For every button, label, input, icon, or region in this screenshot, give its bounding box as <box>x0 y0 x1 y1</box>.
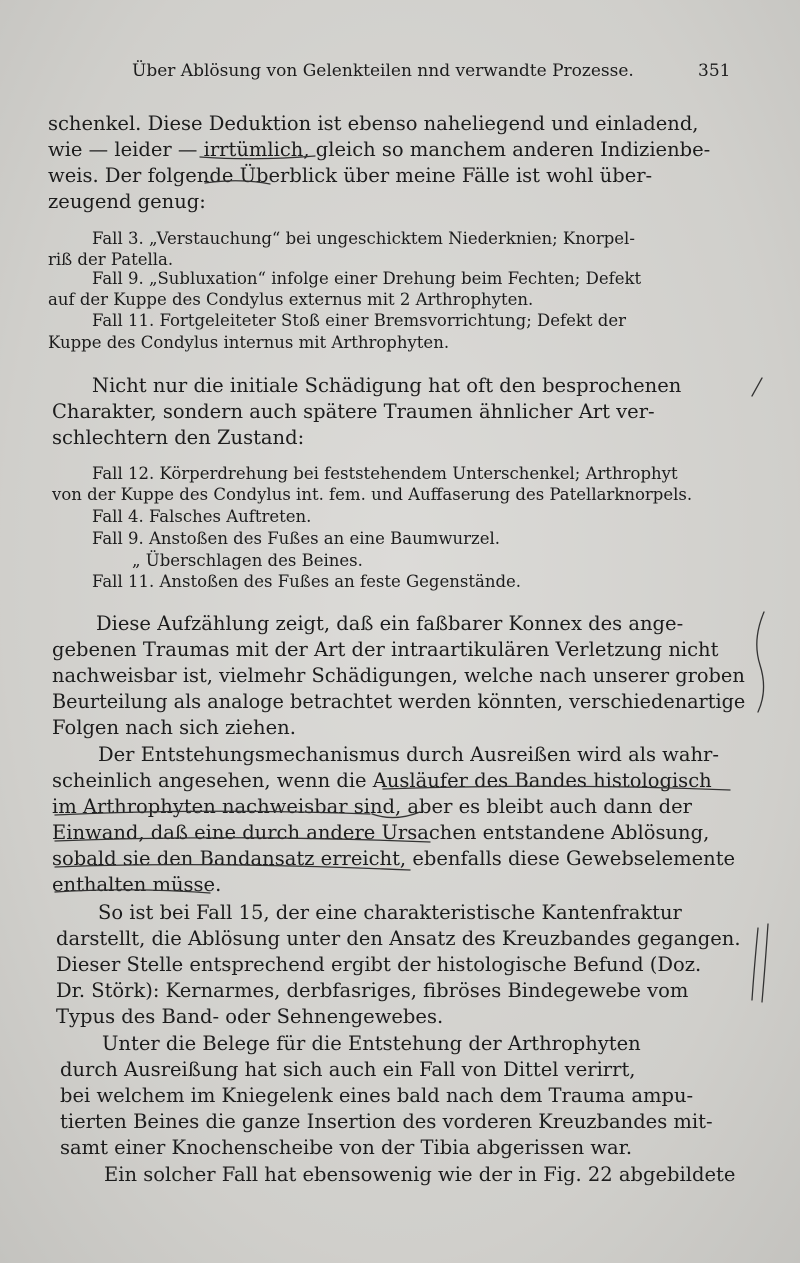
text-line: Nicht nur die initiale Schädigung hat oft den besprochenen <box>92 374 682 397</box>
text-line: Einwand, daß eine durch andere Ursachen entstandene Ablösung, <box>52 821 710 844</box>
text-line: samt einer Knochenscheibe von der Tibia abgerissen war. <box>60 1136 633 1159</box>
underline-mark <box>55 811 370 815</box>
underline-mark <box>55 865 410 870</box>
underline-mark <box>55 890 210 893</box>
text-line: zeugend genug: <box>48 190 206 213</box>
running-title: Über Ablösung von Gelenkteilen nnd verwandte Prozesse. <box>132 61 634 81</box>
text-line: Ein solcher Fall hat ebensowenig wie der in Fig. 22 abgebildete <box>104 1163 736 1186</box>
case-line: Fall 12. Körperdrehung bei feststehendem Unterschenkel; Arthrophyt <box>92 464 678 483</box>
text-line: durch Ausreißung hat sich auch ein Fall von Dittel verirrt, <box>60 1058 636 1081</box>
page-number: 351 <box>698 61 731 81</box>
text-line: nachweisbar ist, vielmehr Schädigungen, welche nach unserer groben <box>52 664 745 687</box>
case-line: Fall 3. „Verstauchung“ bei ungeschicktem Niederknien; Knorpel- <box>92 229 635 248</box>
text-line: bei welchem im Kniegelenk eines bald nach dem Trauma ampu- <box>60 1084 694 1107</box>
text-line: So ist bei Fall 15, der eine charakteristische Kantenfraktur <box>98 901 682 924</box>
text-line: Diese Aufzählung zeigt, daß ein faßbarer Konnex des ange- <box>96 612 684 635</box>
case-line: Kuppe des Condylus internus mit Arthrophyten. <box>48 333 450 352</box>
case-line: auf der Kuppe des Condylus externus mit 2 Arthrophyten. <box>48 290 534 309</box>
case-line: riß der Patella. <box>48 250 174 269</box>
case-line: Fall 11. Anstoßen des Fußes an feste Gegenstände. <box>92 572 522 591</box>
text-line: weis. Der folgende Überblick über meine Fälle ist wohl über- <box>48 164 653 187</box>
text-line: im Arthrophyten nachweisbar sind, aber es bleibt auch dann der <box>52 795 692 818</box>
bracket-mark <box>757 612 764 712</box>
text-line: schenkel. Diese Deduktion ist ebenso naheliegend und einladend, <box>48 112 699 135</box>
underline-mark <box>372 812 420 818</box>
case-line: Fall 4. Falsches Auftreten. <box>92 507 312 526</box>
case-line: von der Kuppe des Condylus int. fem. und Auffaserung des Patellarknorpels. <box>52 485 693 504</box>
text-line: Beurteilung als analoge betrachtet werden könnten, verschiedenartige <box>52 690 746 713</box>
text-line: Dieser Stelle entsprechend ergibt der histologische Befund (Doz. <box>56 953 702 976</box>
underline-mark <box>205 181 270 184</box>
text-line: darstellt, die Ablösung unter den Ansatz des Kreuzbandes gegangen. <box>56 927 741 950</box>
text-line: Folgen nach sich ziehen. <box>52 716 296 739</box>
underline-mark <box>383 786 730 790</box>
text-line: Typus des Band- oder Sehnengewebes. <box>56 1005 444 1028</box>
text-line: Dr. Störk): Kernarmes, derbfasriges, fibröses Bindegewebe vom <box>56 979 689 1002</box>
margin-line-mark <box>752 928 758 1000</box>
text-line: sobald sie den Bandansatz erreicht, ebenfalls diese Gewebselemente <box>52 847 736 870</box>
case-line: Fall 9. Anstoßen des Fußes an eine Baumwurzel. <box>92 529 501 548</box>
text-line: tierten Beines die ganze Insertion des vorderen Kreuzbandes mit- <box>60 1110 713 1133</box>
text-line: gebenen Traumas mit der Art der intraartikulären Verletzung nicht <box>52 638 719 661</box>
underline-mark <box>55 838 430 842</box>
underline-mark <box>200 156 315 159</box>
text-line: Unter die Belege für die Entstehung der Arthrophyten <box>102 1032 641 1055</box>
text-line: Charakter, sondern auch spätere Traumen ähnlicher Art ver- <box>52 400 655 423</box>
case-line: Fall 9. „Subluxation“ infolge einer Drehung beim Fechten; Defekt <box>92 269 642 288</box>
case-line: „ Überschlagen des Beines. <box>132 551 363 570</box>
text-line: schlechtern den Zustand: <box>52 426 305 449</box>
text-line: scheinlich angesehen, wenn die Ausläufer des Bandes histologisch <box>52 769 712 792</box>
text-line: wie — leider — irrtümlich, gleich so manchem anderen Indizienbe- <box>48 138 711 161</box>
case-line: Fall 11. Fortgeleiteter Stoß einer Bremsvorrichtung; Defekt der <box>92 311 626 330</box>
margin-line-mark <box>762 924 768 1002</box>
text-line: enthalten müsse. <box>52 873 222 896</box>
slash-mark <box>752 378 762 396</box>
text-line: Der Entstehungsmechanismus durch Ausreißen wird als wahr- <box>98 743 719 766</box>
